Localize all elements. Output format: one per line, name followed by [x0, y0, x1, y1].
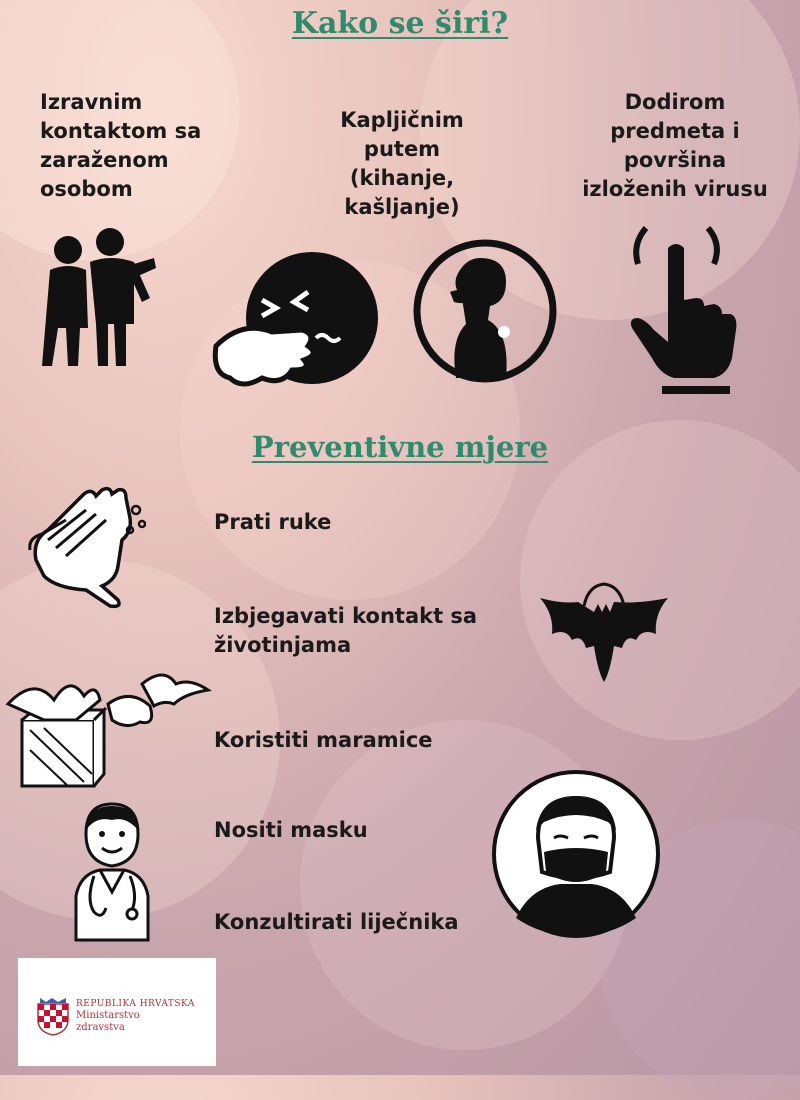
croatian-coat-of-arms-icon	[36, 996, 70, 1036]
prevention-item-tissues: Koristiti maramice	[214, 728, 433, 752]
sneezing-face-icon	[212, 250, 402, 390]
prevention-item-wash-hands: Prati ruke	[214, 510, 332, 534]
prevention-item-mask: Nositi masku	[214, 818, 368, 842]
logo-line-3: zdravstva	[76, 1022, 125, 1033]
mask-person-icon	[490, 768, 662, 940]
spread-item-droplets: Kapljičnim putem (kihanje, kašljanje)	[340, 108, 464, 219]
spread-heading: Kako se širi?	[291, 6, 509, 41]
prevention-item-avoid-animals: Izbjegavati kontakt sa životinjama	[214, 604, 478, 657]
touch-finger-icon	[624, 218, 744, 398]
spread-item-surfaces: Dodirom predmeta i površina izloženih virusu	[582, 90, 768, 201]
two-people-icon	[38, 228, 158, 368]
prevention-heading: Preventivne mjere	[251, 430, 549, 464]
tissue-box-icon	[4, 670, 214, 790]
doctor-icon	[72, 800, 152, 944]
spread-item-direct-contact: Izravnim kontaktom sa zaraženom osobom	[40, 90, 202, 201]
ministry-logo	[18, 958, 216, 1066]
bat-icon	[538, 578, 670, 688]
prevention-item-doctor: Konzultirati liječnika	[214, 910, 459, 934]
coughing-person-icon	[410, 236, 560, 386]
logo-line-2: Ministarstvo	[76, 1010, 140, 1021]
logo-line-1: REPUBLIKA HRVATSKA	[76, 999, 195, 1009]
washing-hands-icon	[26, 480, 146, 610]
